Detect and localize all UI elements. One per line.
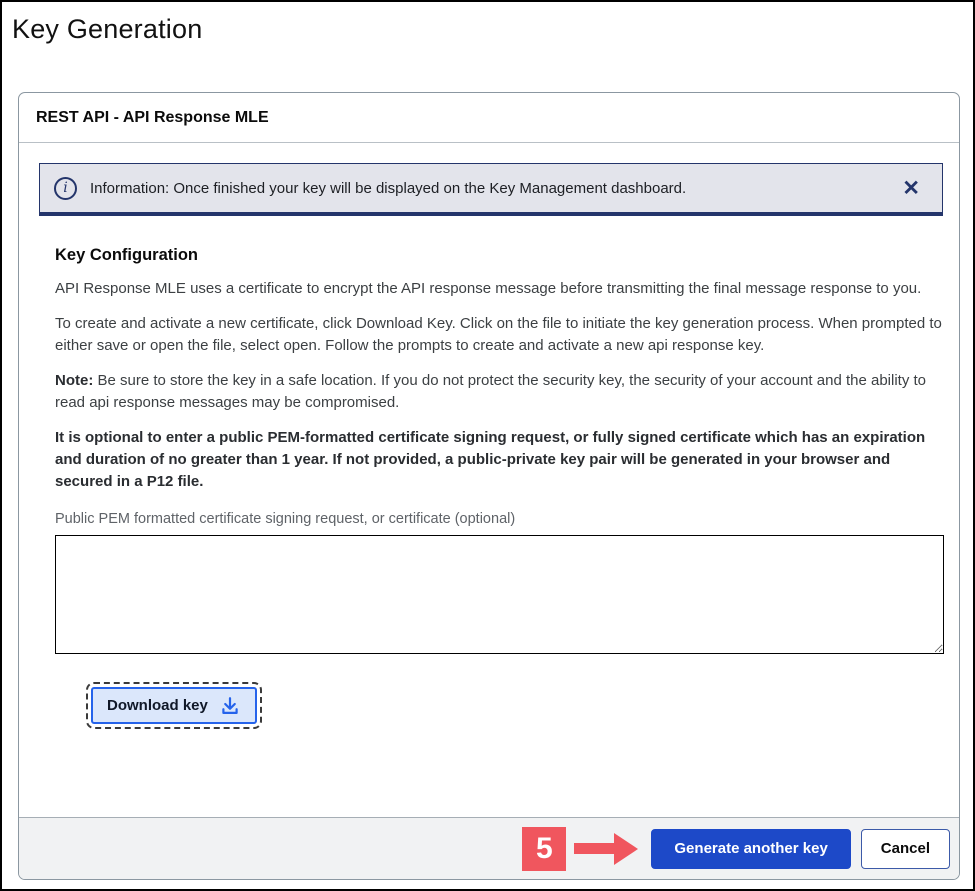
paragraph-create-activate: To create and activate a new certificate, click Download Key. Click on the file to initiate the key generation process. When prompted to either save or open the file, select open. Follow the prompts to create and activate a new api response key. [55, 315, 942, 354]
arrow-right-icon [574, 833, 638, 865]
arrow-shaft [574, 843, 614, 854]
panel-body [19, 143, 959, 817]
paragraph-optional-pem: It is optional to enter a public PEM-formatted certificate signing request, or fully signed certificate which has an expiration and duration of no greater than 1 year. If not provided, a public-private key pair will be generated in your browser and secured in a P12 file. [55, 429, 926, 490]
rest-api-response-mle-panel [18, 92, 960, 880]
paragraph-note [55, 370, 943, 414]
step-5-badge: 5 [522, 827, 566, 871]
download-key-button[interactable] [91, 687, 257, 724]
note-label: Note: [55, 372, 94, 389]
pem-input[interactable] [55, 535, 944, 654]
info-banner-text: Information: Once finished your key will be displayed on the Key Management dashboard. [90, 179, 687, 197]
note-text: Be sure to store the key in a safe location. If you do not protect the security key, the security of your account and the ability to read api response messages may be compromised. [55, 372, 927, 411]
download-icon [219, 695, 241, 717]
section-title: Key Configuration [55, 246, 198, 264]
key-configuration-section [39, 246, 943, 724]
paragraph-api-response-mle: API Response MLE uses a certificate to encrypt the API response message before transmitting the final message response to you. [55, 280, 922, 297]
generate-another-key-button[interactable]: Generate another key [651, 829, 850, 869]
info-icon-glyph: i [63, 180, 68, 196]
arrow-head [614, 833, 638, 865]
pem-field-label: Public PEM formatted certificate signing request, or certificate (optional) [55, 511, 516, 527]
close-icon[interactable]: ✕ [898, 176, 924, 201]
download-key-label: Download key [107, 697, 208, 714]
info-icon [54, 177, 77, 200]
panel-header-label: REST API - API Response MLE [36, 108, 269, 126]
info-banner [39, 163, 943, 216]
panel-footer [19, 817, 959, 879]
cancel-button[interactable]: Cancel [861, 829, 950, 869]
panel-header [19, 93, 959, 143]
page-title: Key Generation [12, 14, 203, 44]
